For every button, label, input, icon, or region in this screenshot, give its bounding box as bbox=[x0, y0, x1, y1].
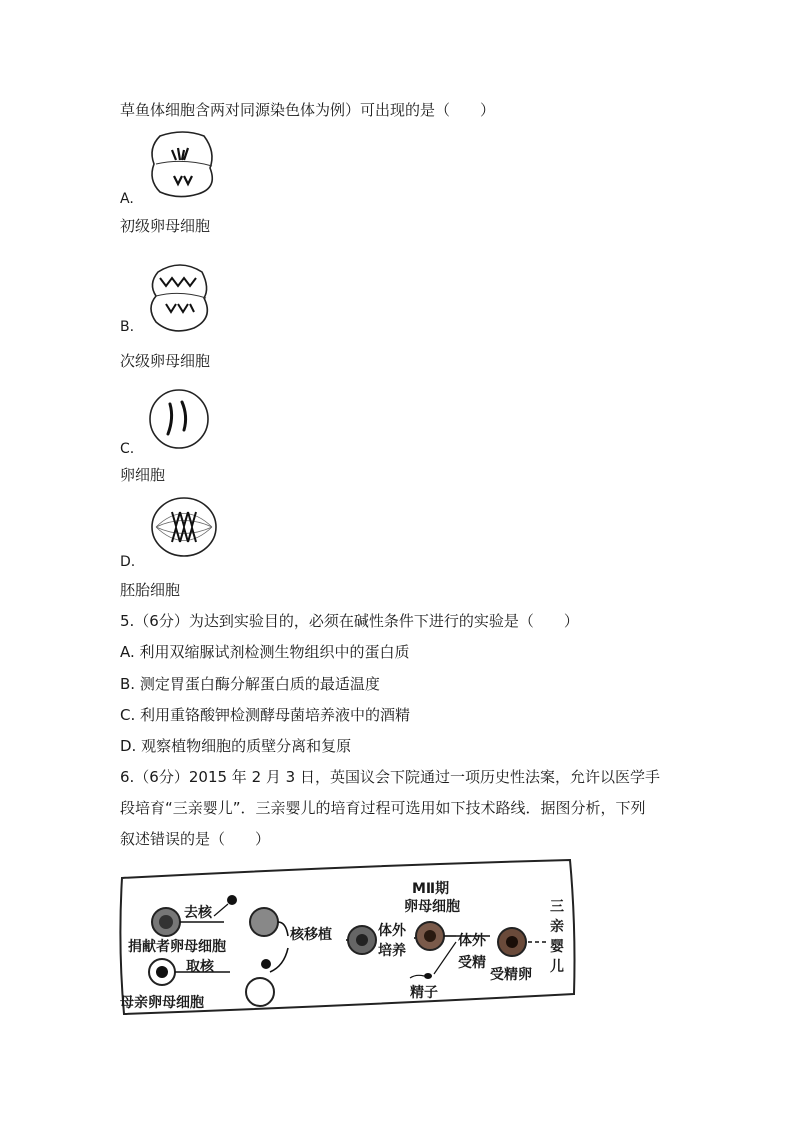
diagram-baby-3: 婴 bbox=[550, 939, 564, 955]
question6-stem-line1: 6.（6分）2015 年 2 月 3 日，英国议会下院通过一项历史性法案，允许以医学手 bbox=[120, 768, 660, 786]
diagram-sperm: 精子 bbox=[410, 985, 438, 1001]
option-d-caption: 胚胎细胞 bbox=[120, 581, 181, 599]
question4-stem: 草鱼体细胞含两对同源染色体为例）可出现的是（ ） bbox=[120, 101, 496, 119]
diagram-baby-2: 亲 bbox=[550, 919, 564, 935]
option-a-caption: 初级卵母细胞 bbox=[120, 217, 211, 235]
diagram-fert-2: 受精 bbox=[458, 955, 486, 971]
question6-stem-line2: 段培育“三亲婴儿”．三亲婴儿的培育过程可选用如下技术路线．据图分析，下列 bbox=[120, 799, 646, 817]
question5-stem: 5.（6分）为达到实验目的，必须在碱性条件下进行的实验是（ ） bbox=[120, 612, 579, 630]
question5-option-c: C. 利用重铬酸钾检测酵母菌培养液中的酒精 bbox=[120, 706, 411, 724]
diagram-culture-2: 培养 bbox=[378, 943, 406, 959]
option-c-letter: C. bbox=[120, 441, 135, 457]
diagram-remove-nucleus: 去核 bbox=[184, 905, 212, 921]
secondary-oocyte-diagram-icon bbox=[148, 258, 212, 332]
option-b-caption: 次级卵母细胞 bbox=[120, 352, 211, 370]
option-b-letter: B. bbox=[120, 319, 135, 335]
diagram-fert-1: 体外 bbox=[458, 933, 486, 949]
egg-cell-diagram-icon bbox=[148, 388, 210, 450]
diagram-nuclear-transfer: 核移植 bbox=[290, 927, 332, 943]
option-c-caption: 卵细胞 bbox=[120, 466, 166, 484]
question5-option-b: B. 测定胃蛋白酶分解蛋白质的最适温度 bbox=[120, 675, 380, 693]
primary-oocyte-diagram-icon bbox=[148, 130, 218, 198]
diagram-baby-4: 儿 bbox=[550, 959, 564, 975]
question5-option-d: D. 观察植物细胞的质壁分离和复原 bbox=[120, 737, 352, 755]
sperm-icon bbox=[424, 973, 432, 979]
diagram-culture-1: 体外 bbox=[378, 923, 406, 939]
diagram-zygote: 受精卵 bbox=[490, 967, 532, 983]
question5-option-a: A. 利用双缩脲试剂检测生物组织中的蛋白质 bbox=[120, 643, 410, 661]
diagram-mii-2: 卵母细胞 bbox=[404, 899, 460, 915]
diagram-take-nucleus: 取核 bbox=[186, 959, 214, 975]
diagram-baby-1: 三 bbox=[550, 899, 564, 915]
option-a-letter: A. bbox=[120, 191, 134, 207]
embryo-cell-diagram-icon bbox=[150, 496, 218, 558]
taken-nucleus-dot-icon bbox=[261, 959, 271, 969]
question6-stem-line3: 叙述错误的是（ ） bbox=[120, 830, 271, 848]
enucleated-oocyte-icon bbox=[250, 908, 278, 936]
diagram-mother-oocyte: 母亲卵母细胞 bbox=[120, 995, 204, 1011]
option-d-letter: D. bbox=[120, 554, 136, 570]
mother-cytoplast-icon bbox=[246, 978, 274, 1006]
removed-nucleus-dot-icon bbox=[227, 895, 237, 905]
diagram-mii-1: MⅡ期 bbox=[412, 881, 450, 897]
diagram-donor-oocyte: 捐献者卵母细胞 bbox=[128, 939, 226, 955]
